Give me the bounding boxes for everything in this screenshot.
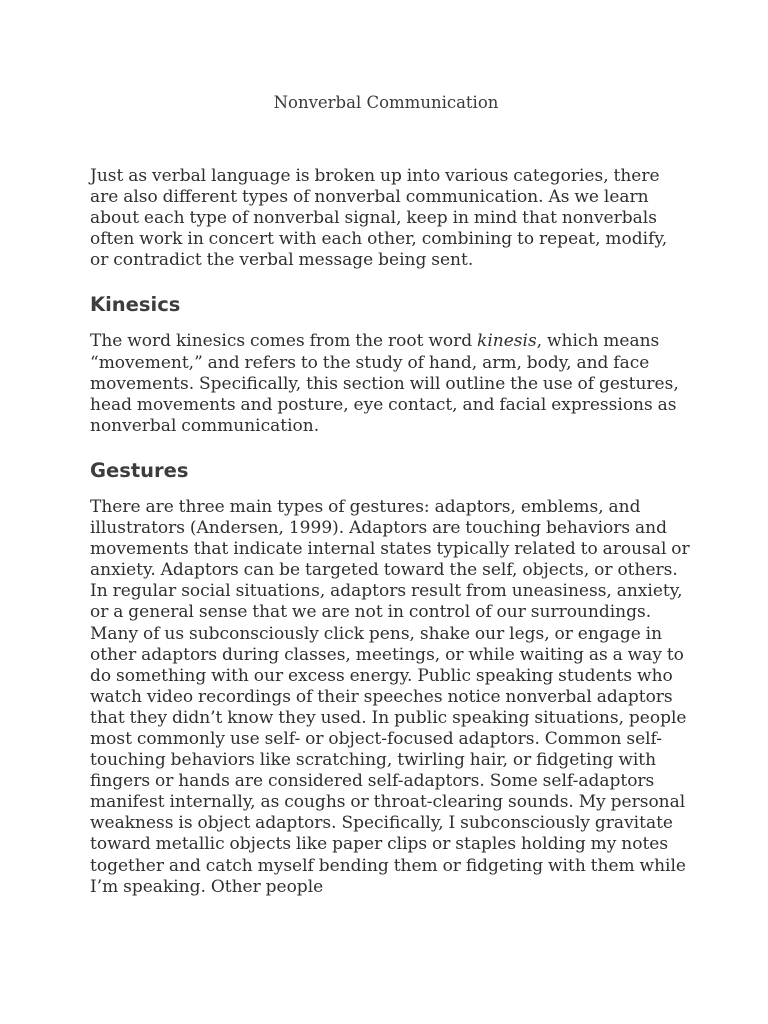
kinesis-italic-term: kinesis: [477, 331, 537, 352]
section-heading-kinesics: Kinesics: [90, 293, 181, 317]
document-title: Nonverbal Communication: [273, 93, 499, 112]
gestures-paragraph: There are three main types of gestures: adaptors, emblems, and illustrators (Andersen, 1999). Adaptors are touching behaviors and movements that indicate internal states typically related to arousal or anxiety. Adaptors can be targeted toward the self, objects, or others. In regular social situations, adaptors result from uneasiness, anxiety, or a general sense that we are not in control of our surroundings. Many of us subconsciously click pens, shake our legs, or engage in other adaptors during classes, meetings, or while waiting as a way to do something with our excess energy. Public speaking students who watch video recordings of their speeches notice nonverbal adaptors that they didn’t know they used. In public speaking situations, people most commonly use self- or object-focused adaptors. Common self-touching behaviors like scratching, twirling hair, or fidgeting with fingers or hands are considered self-adaptors. Some self-adaptors manifest internally, as coughs or throat-clearing sounds. My personal weakness is object adaptors. Specifically, I subconsciously gravitate toward metallic objects like paper clips or staples holding my notes together and catch myself bending them or fidgeting with them while I’m speaking. Other people: [90, 496, 690, 897]
intro-paragraph: Just as verbal language is broken up into various categories, there are also different types of nonverbal communication. As we learn about each type of nonverbal signal, keep in mind that nonverbals often work in concert with each other, combining to repeat, modify, or contradict the verbal message being sent.: [90, 166, 668, 271]
kinesics-paragraph-end: , which means “movement,” and refers to the study of hand, arm, body, and face movements. Specifically, this section will outline the use of gestures, head movements and posture, eye contact, and facial expressions as nonverbal communication.: [90, 331, 679, 436]
section-heading-gestures: Gestures: [90, 458, 189, 482]
kinesics-paragraph: [90, 331, 690, 436]
kinesics-paragraph-start: The word kinesics comes from the root word: [90, 331, 478, 352]
document-body: [90, 166, 690, 898]
